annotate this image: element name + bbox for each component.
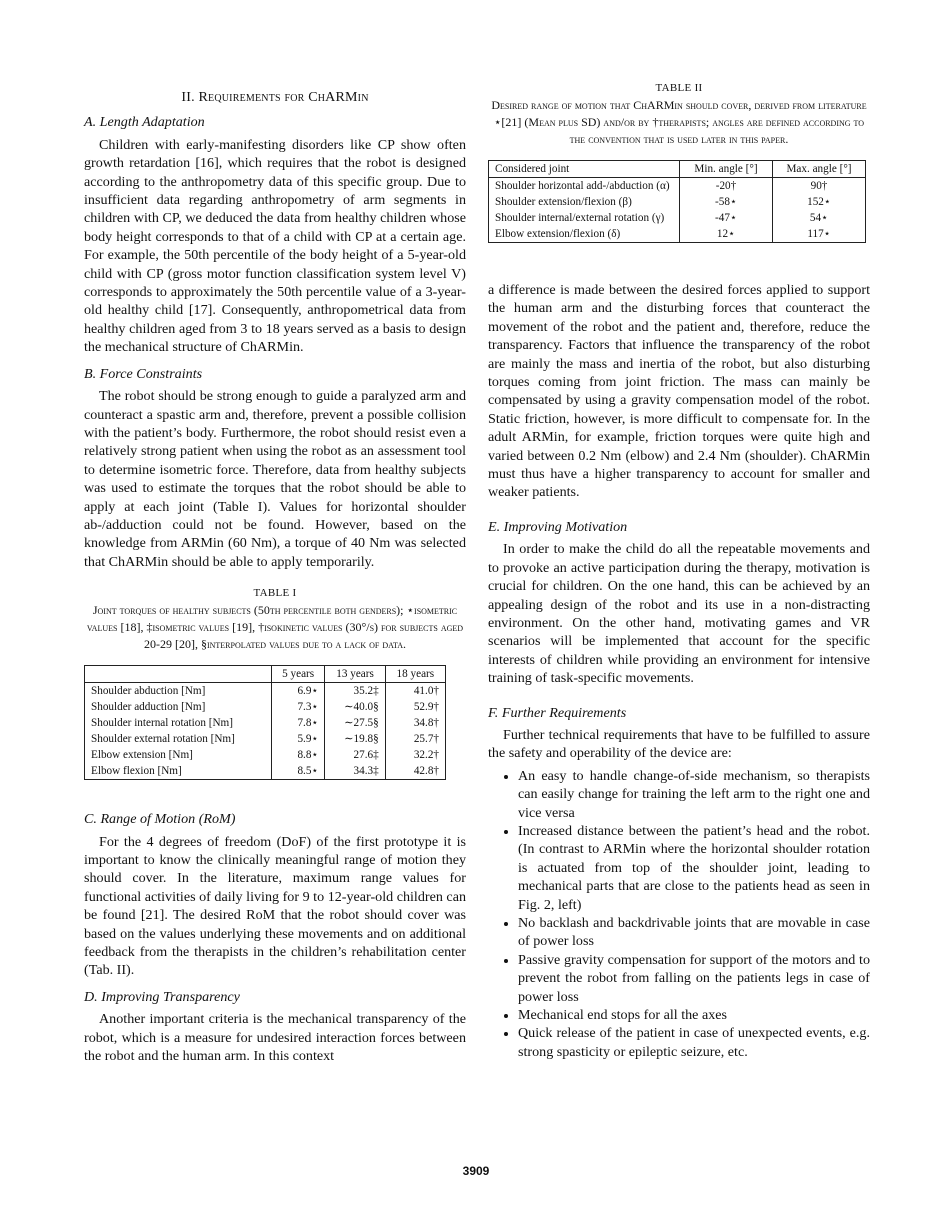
table2-caption xyxy=(488,80,870,148)
table-row xyxy=(489,210,866,226)
list-item: • An easy to handle change-of-side mechanism, so therapists can easily change for training the left arm to the right one and vice versa xyxy=(518,767,870,822)
table-cell: Shoulder abduction [Nm] xyxy=(85,683,272,700)
table1-number: TABLE I xyxy=(253,587,297,600)
table-cell: 32.2† xyxy=(385,747,445,763)
subsection-f-title: F. Further Requirements xyxy=(488,704,627,721)
table2-caption-text: Desired range of motion that ChARMin should cover, derived from literature ⋆[21] (Mean plus SD) and/or by †therapists; angles are defined according to the convention that is used later in this paper. xyxy=(491,98,867,146)
table-cell: 54⋆ xyxy=(773,210,866,226)
subsection-b-title: B. Force Constraints xyxy=(84,365,203,382)
requirements-list xyxy=(488,767,870,1062)
table2-header-cell: Considered joint xyxy=(489,161,680,178)
subsection-a-title: A. Length Adaptation xyxy=(84,114,205,131)
table-cell: Shoulder internal rotation [Nm] xyxy=(85,715,272,731)
table-cell: 7.8⋆ xyxy=(271,715,325,731)
table-cell: 7.3⋆ xyxy=(271,699,325,715)
right-column xyxy=(488,80,870,1061)
table1-caption xyxy=(84,585,466,653)
table-row xyxy=(85,715,446,731)
page-number: 3909 xyxy=(462,1164,490,1178)
table2-header-row xyxy=(489,161,866,178)
table-row xyxy=(489,194,866,210)
subsection-e-title: E. Improving Motivation xyxy=(488,518,628,535)
table-row xyxy=(489,178,866,195)
table-cell: 90† xyxy=(773,178,866,195)
table-cell: 8.8⋆ xyxy=(271,747,325,763)
table-cell: ∼19.8§ xyxy=(325,731,385,747)
table-row xyxy=(85,683,446,700)
table1-header-cell xyxy=(85,666,272,683)
table-cell: ∼27.5§ xyxy=(325,715,385,731)
table1 xyxy=(84,665,446,780)
subsection-e-paragraph: In order to make the child do all the repeatable movements and to provoke an active participation during the therapy, motivation is crucial for children. On the one hand, this can be achieved by an appealing design of the robot and its use in a non-distracting environment. On the other hand, motivating games and VR scenarios will be implemented that account for the specific interests of children while providing an environment for intensive training of task-specific movements. xyxy=(488,541,870,687)
list-item: • Mechanical end stops for all the axes xyxy=(518,1006,870,1024)
table-cell: Shoulder external rotation [Nm] xyxy=(85,731,272,747)
subsection-a-paragraph: Children with early-manifesting disorders like CP show often growth retardation [16], which requires that the robot is designed according to the anthropometry data of this specific group. Due to insufficient data regarding anthropometry of arm segments in children with CP, we deduced the data from healthy children whose body height corresponds to that of a child with CP at a certain age. For example, the 50th percentile of the body height of a 5-year-old child with CP (gross motor function classification system level V) corresponds to approximately the 50th percentile value of a 3-year-old healthy child [17]. Consequently, anthropometrical data from healthy children aged from 3 to 18 years served as a basis to design the mechanical structure of ChARMin. xyxy=(84,136,466,356)
table-cell: Shoulder adduction [Nm] xyxy=(85,699,272,715)
table2-header-cell: Min. angle [°] xyxy=(680,161,773,178)
table-cell: Shoulder horizontal add-/abduction (α) xyxy=(489,178,680,195)
left-column xyxy=(84,80,466,1065)
table-cell: -58⋆ xyxy=(680,194,773,210)
table-cell: 25.7† xyxy=(385,731,445,747)
table-cell: -20† xyxy=(680,178,773,195)
table1-header-cell: 13 years xyxy=(325,666,385,683)
table-row xyxy=(85,731,446,747)
table-row xyxy=(85,699,446,715)
subsection-d-paragraph-start: Another important criteria is the mechanical transparency of the robot, which is a measure for undesired interaction forces between the robot and the human arm. In this context xyxy=(84,1011,466,1065)
table-cell: Elbow flexion [Nm] xyxy=(85,763,272,780)
table1-caption-text: Joint torques of healthy subjects (50th percentile both genders); ⋆isometric values [18], ‡isometric values [19], †isokinetic values (30°/s) for subjects aged 20-29 [20], §interpolated values due to a lack of data. xyxy=(86,603,464,652)
table-cell: ∼40.0§ xyxy=(325,699,385,715)
section-title: II. Requirements for ChARMin xyxy=(181,90,369,105)
table2-header-cell: Max. angle [°] xyxy=(773,161,866,178)
table1-header-cell: 18 years xyxy=(385,666,445,683)
table-cell: Shoulder extension/flexion (β) xyxy=(489,194,680,210)
table-cell: 42.8† xyxy=(385,763,445,780)
subsection-b-paragraph: The robot should be strong enough to guide a paralyzed arm and counteract a spastic arm and, therefore, prevent a possible collision with the patient’s body. Furthermore, the robot should resist even a relatively strong patient when using the robot as an assessment tool to determine isometric force. Therefore, data from healthy subjects was used to estimate the torques that the robot should be able to apply at each joint (Table I). Values for horizontal shoulder ab-/adduction could not be found. However, based on the knowledge from ARMin (60 Nm), a torque of 40 Nm was selected that ChARMin should be able to apply temporarily. xyxy=(84,388,466,570)
table-cell: Elbow extension [Nm] xyxy=(85,747,272,763)
table-row xyxy=(85,763,446,780)
table-cell: 34.3‡ xyxy=(325,763,385,780)
table-cell: 52.9† xyxy=(385,699,445,715)
list-item: • No backlash and backdrivable joints that are movable in case of power loss xyxy=(518,914,870,951)
table-cell: 6.9⋆ xyxy=(271,683,325,700)
table-cell: 117⋆ xyxy=(773,226,866,243)
table-row xyxy=(489,226,866,243)
table-cell: 5.9⋆ xyxy=(271,731,325,747)
list-item: • Quick release of the patient in case of unexpected events, e.g. strong spasticity or epileptic seizure, etc. xyxy=(518,1024,870,1061)
subsection-c-title: C. Range of Motion (RoM) xyxy=(84,811,236,828)
table-cell: 34.8† xyxy=(385,715,445,731)
subsection-c-paragraph: For the 4 degrees of freedom (DoF) of the first prototype it is important to know the clinically meaningful range of motion they should cover. In the literature, maximum range values for functional activities of daily living for 9 to 12-year-old children can be found [21]. The desired RoM that the robot should cover was based on the values underlying these movements and on additional feedback from the therapists in the children’s rehabilitation center (Tab. II). xyxy=(84,833,466,979)
table-cell: 27.6‡ xyxy=(325,747,385,763)
table-cell: 12⋆ xyxy=(680,226,773,243)
table-cell: 8.5⋆ xyxy=(271,763,325,780)
subsection-f-paragraph: Further technical requirements that have to be fulfilled to assure the safety and operability of the device are: xyxy=(488,726,870,762)
table-row xyxy=(85,747,446,763)
table1-header-cell: 5 years xyxy=(271,666,325,683)
table-cell: -47⋆ xyxy=(680,210,773,226)
table2 xyxy=(488,160,866,243)
subsection-d-title: D. Improving Transparency xyxy=(84,988,240,1005)
table-cell: 152⋆ xyxy=(773,194,866,210)
list-item: • Increased distance between the patient’s head and the robot. (In contrast to ARMin where the horizontal shoulder rotation is actuated from top of the shoulder joint, leading to mechanical parts that are close to the patients head as seen in Fig. 2, left) xyxy=(518,822,870,914)
subsection-d-paragraph-continued: a difference is made between the desired forces applied to support the human arm and the disturbing forces that counteract the movement of the robot and the patient and, therefore, reduce the transparency. Factors that influence the transparency of the robot are mainly the mass and inertia of the robot, but also disturbing torques coming from joint friction. The mass can mainly be compensated by using a gravity compensation model of the robot. Static friction, however, is more difficult to compensate for. In the adult ARMin, for example, friction torques were quite high and varied between 0.2 Nm (elbow) and 2.4 Nm (shoulder). ChARMin must thus have a higher transparency to account for smaller and weaker patients. xyxy=(488,282,870,501)
table1-header-row xyxy=(85,666,446,683)
table-cell: Elbow extension/flexion (δ) xyxy=(489,226,680,243)
table-cell: 41.0† xyxy=(385,683,445,700)
list-item: • Passive gravity compensation for support of the motors and to prevent the robot from falling on the patients legs in case of power loss xyxy=(518,951,870,1006)
table-cell: 35.2‡ xyxy=(325,683,385,700)
table2-number: TABLE II xyxy=(655,82,703,94)
table-cell: Shoulder internal/external rotation (γ) xyxy=(489,210,680,226)
